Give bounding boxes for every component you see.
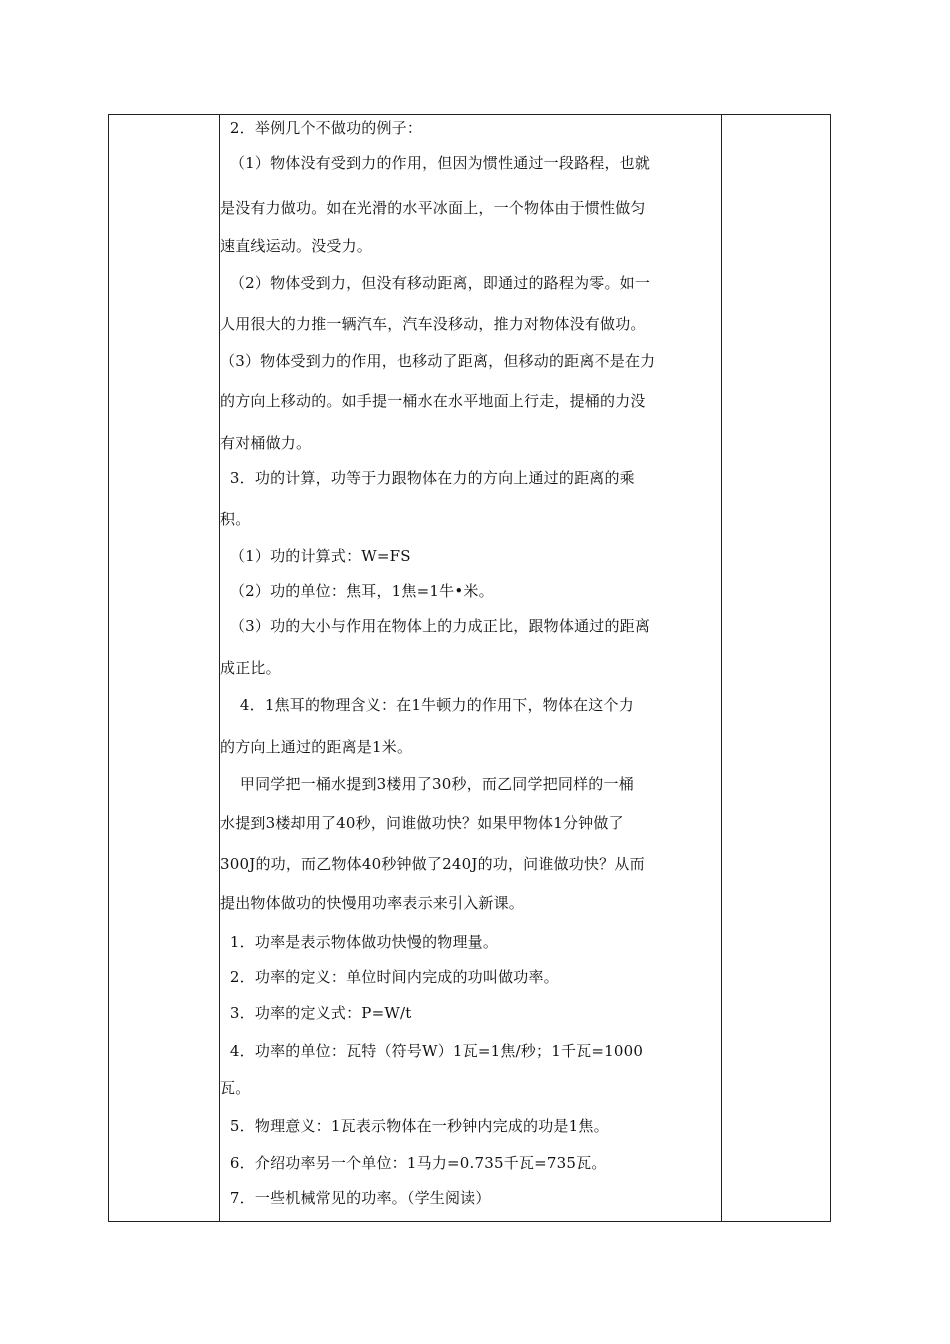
text-line: 4．1焦耳的物理含义：在1牛顿力的作用下，物体在这个力	[220, 696, 634, 714]
text-line: 成正比。	[220, 659, 281, 677]
text-line: 2．举例几个不做功的例子：	[220, 119, 423, 137]
text-line: （2）物体受到力，但没有移动距离，即通过的路程为零。如一	[220, 274, 651, 292]
text-line: 3．功的计算，功等于力跟物体在力的方向上通过的距离的乘	[220, 469, 635, 487]
text-line: 的方向上通过的距离是1米。	[220, 738, 413, 756]
text-line: 速直线运动。没受力。	[220, 237, 373, 255]
right-column-divider	[721, 115, 722, 1221]
text-line: （1）物体没有受到力的作用，但因为惯性通过一段路程，也就	[220, 154, 651, 172]
text-line: 7．一些机械常见的功率。（学生阅读）	[220, 1189, 491, 1207]
text-line: 甲同学把一桶水提到3楼用了30秒，而乙同学把同样的一桶	[220, 775, 634, 793]
lesson-table	[108, 114, 831, 1222]
text-line: （2）功的单位：焦耳，1焦=1牛•米。	[220, 582, 494, 600]
text-line: 300J的功，而乙物体40秒钟做了240J的功，问谁做功快？从而	[220, 855, 645, 873]
text-line: 的方向上移动的。如手提一桶水在水平地面上行走，提桶的力没	[220, 392, 646, 410]
text-line: 有对桶做力。	[220, 434, 312, 452]
text-line: （3）功的大小与作用在物体上的力成正比，跟物体通过的距离	[220, 617, 651, 635]
text-line: 提出物体做功的快慢用功率表示来引入新课。	[220, 894, 525, 912]
text-line: 水提到3楼却用了40秒，问谁做功快？如果甲物体1分钟做了	[220, 814, 624, 832]
text-line: 是没有力做功。如在光滑的水平冰面上，一个物体由于惯性做匀	[220, 199, 646, 217]
text-line: 6．介绍功率另一个单位：1马力=0.735千瓦=735瓦。	[220, 1154, 607, 1172]
text-line: （1）功的计算式：W=FS	[220, 547, 411, 565]
text-line: 4．功率的单位：瓦特（符号W）1瓦=1焦/秒；1千瓦=1000	[220, 1042, 644, 1060]
text-line: 1．功率是表示物体做功快慢的物理量。	[220, 933, 499, 951]
text-line: 积。	[220, 510, 251, 528]
text-line: 3．功率的定义式：P=W/t	[220, 1004, 412, 1022]
text-line: （3）物体受到力的作用，也移动了距离，但移动的距离不是在力	[220, 352, 656, 370]
text-line: 人用很大的力推一辆汽车，汽车没移动，推力对物体没有做功。	[220, 315, 646, 333]
text-line: 2．功率的定义：单位时间内完成的功叫做功率。	[220, 968, 559, 986]
text-line: 5．物理意义：1瓦表示物体在一秒钟内完成的功是1焦。	[220, 1117, 609, 1135]
text-line: 瓦。	[220, 1079, 251, 1097]
content-cell	[220, 115, 721, 1221]
